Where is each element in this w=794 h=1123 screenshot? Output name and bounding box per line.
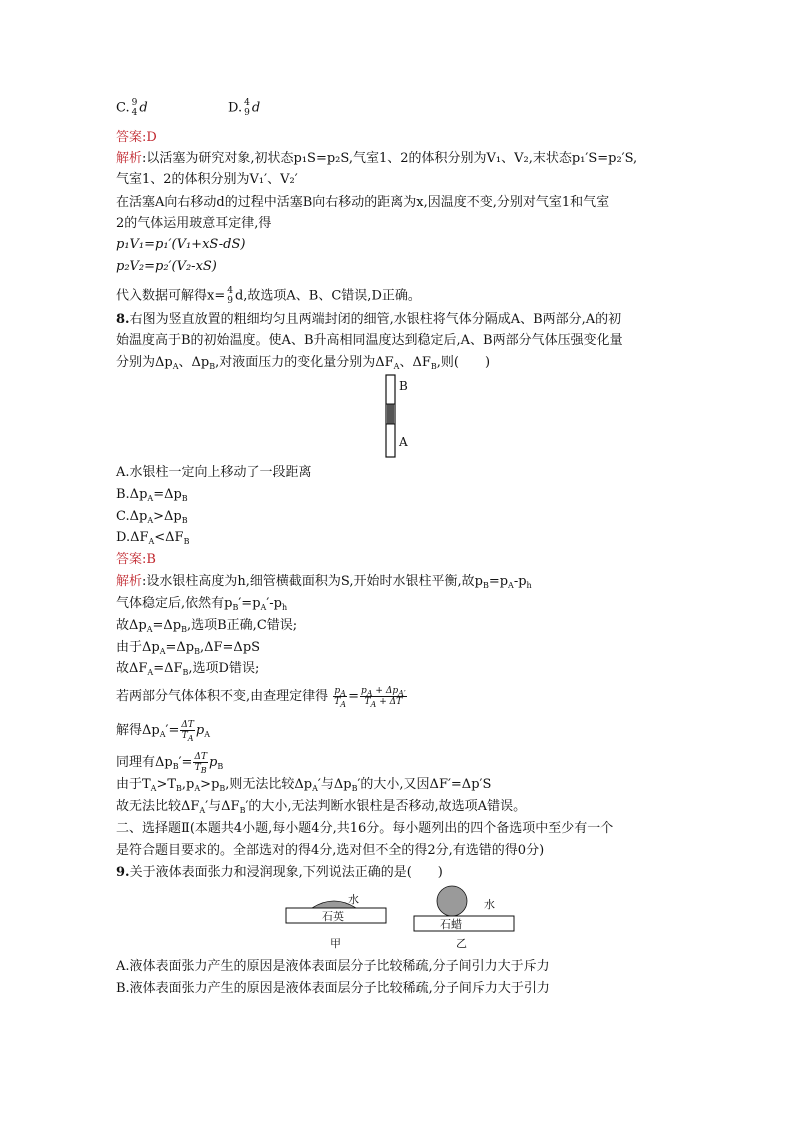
water-drop-bead <box>437 886 467 916</box>
quartz-water-label: 水 <box>348 893 359 906</box>
paraffin-plate <box>414 916 514 931</box>
q7-equation-1: p₁V₁=p₁′(V₁+xS-dS) <box>116 237 246 252</box>
q8-analysis-line-5: 故$\Delta F_A=\Delta F_B$,选项D错误; <box>116 661 260 677</box>
quartz-plate-label: 石英 <box>322 910 344 923</box>
q9-figure <box>282 884 532 952</box>
q8-analysis-line-9: 由于$T_A>T_B,p_A>p_B$,则无法比较$\Delta p_A'$与$\Delta p_B'$的大小,又因ΔF′=Δp′S <box>116 777 492 793</box>
q7-conclusion: 代入数据可解得x= 4 9 d,故选项A、B、C错误,D正确。 <box>116 286 421 306</box>
q8-stem-line-1: 8.右图为竖直放置的粗细均匀且两端封闭的细管,水银柱将气体分隔成A、B两部分,A的初 <box>116 312 622 327</box>
q9-stem: 9.关于液体表面张力和浸润现象,下列说法正确的是( ) <box>116 865 443 880</box>
q8-answer: 答案:B <box>116 552 156 567</box>
figure-caption-yi: 乙 <box>456 937 467 950</box>
q7-analysis-line-3: 在活塞A向右移动d的过程中活塞B向右移动的距离为x,因温度不变,分别对气室1和气室 <box>116 195 610 210</box>
delta-pb-fraction: $\frac{\Delta T}{T_B}$ <box>194 752 207 775</box>
q8-stem-line-2: 始温度高于B的初始温度。使A、B升高相同温度达到稳定后,A、B两部分气体压强变化量 <box>116 333 623 348</box>
q7-option-c: C. 9 4 d <box>116 98 148 118</box>
q7-equation-2: p₂V₂=p₂′(V₂-xS) <box>116 259 217 274</box>
q8-tube-figure <box>380 374 420 458</box>
section-2-header-line-1: 二、选择题Ⅱ(本题共4小题,每小题4分,共16分。每小题列出的四个备选项中至少有一个 <box>116 821 614 836</box>
q7-analysis-line-2: 气室1、2的体积分别为V₁′、V₂′ <box>116 172 298 187</box>
q7-option-d: D. 4 9 d <box>228 98 261 118</box>
q8-option-a: A.水银柱一定向上移动了一段距离 <box>116 465 312 480</box>
charles-law-fraction-left: $\frac{p_A}{T_A}$ <box>334 686 347 709</box>
q8-option-c: $C.\Delta p_A>\Delta p_B$ <box>116 509 188 525</box>
q7-x-fraction: 4 9 <box>227 286 233 306</box>
paraffin-plate-label: 石蜡 <box>440 918 462 931</box>
q8-analysis-line-3: 故$\Delta p_A=\Delta p_B$,选项B正确,C错误; <box>116 618 298 634</box>
tube-label-a: A <box>399 435 408 449</box>
q8-analysis-line-1: 解析:设水银柱高度为h,细管横截面积为S,开始时水银柱平衡,故$p_B=p_A-p_h$ <box>116 574 532 590</box>
q9-option-b: B.液体表面张力产生的原因是液体表面层分子比较稀疏,分子间斥力大于引力 <box>116 981 550 996</box>
q7-answer: 答案:D <box>116 130 157 145</box>
charles-law-fraction-right: $p_A + \Delta p_{A'}$ $T_A + \Delta T$ <box>360 686 406 709</box>
q7-option-c-fraction: 9 4 <box>131 98 138 118</box>
q7-option-d-fraction: 4 9 <box>244 98 250 118</box>
q8-analysis-line-7: 解得$\Delta p_A'=$ $\frac{\Delta T}{T_A}$ $p_A$ <box>116 720 210 743</box>
q8-analysis-line-4: 由于$\Delta p_A=\Delta p_B,\Delta F=\Delta pS$ <box>116 640 261 656</box>
section-2-header-line-2: 是符合题目要求的。全部选对的得4分,选对但不全的得2分,有选错的得0分) <box>116 843 545 858</box>
q8-analysis-line-10: 故无法比较$\Delta F_A'$与$\Delta F_B'$的大小,无法判断水银柱是否移动,故选项A错误。 <box>116 799 527 815</box>
q8-option-b: $B.\Delta p_A=\Delta p_B$ <box>116 487 188 503</box>
q8-analysis-line-6: 若两部分气体体积不变,由查理定律得 $\frac{p_A}{T_A}$ = $p_A + \Delta p_{A'}$ $T_A + \Delta T$ <box>116 686 406 709</box>
q9-option-a: A.液体表面张力产生的原因是液体表面层分子比较稀疏,分子间引力大于斥力 <box>116 959 550 974</box>
q8-analysis-line-8: 同理有$\Delta p_B'=$ $\frac{\Delta T}{T_B}$ $p_B$ <box>116 752 224 775</box>
q7-analysis-line-4: 2的气体运用玻意耳定律,得 <box>116 216 272 231</box>
figure-caption-jia: 甲 <box>330 937 341 950</box>
q8-stem-line-3: 分别为$\Delta p_A$、$\Delta p_B$,对液面压力的变化量分别为$\Delta F_A$、$\Delta F_B$,则( ) <box>116 355 491 371</box>
q8-analysis-line-2: 气体稳定后,依然有$p_B'=p_A'-p_h$ <box>116 596 288 612</box>
q8-option-d: $D.\Delta F_A<\Delta F_B$ <box>116 530 190 546</box>
mercury-column <box>387 404 394 424</box>
paraffin-water-label: 水 <box>484 898 495 911</box>
delta-pa-fraction: $\frac{\Delta T}{T_A}$ <box>181 720 194 743</box>
q7-analysis-line-1: 解析:以活塞为研究对象,初状态p₁S=p₂S,气室1、2的体积分别为V₁、V₂,末状态p₁′S=p₂′S, <box>116 151 638 166</box>
tube-label-b: B <box>399 379 408 393</box>
